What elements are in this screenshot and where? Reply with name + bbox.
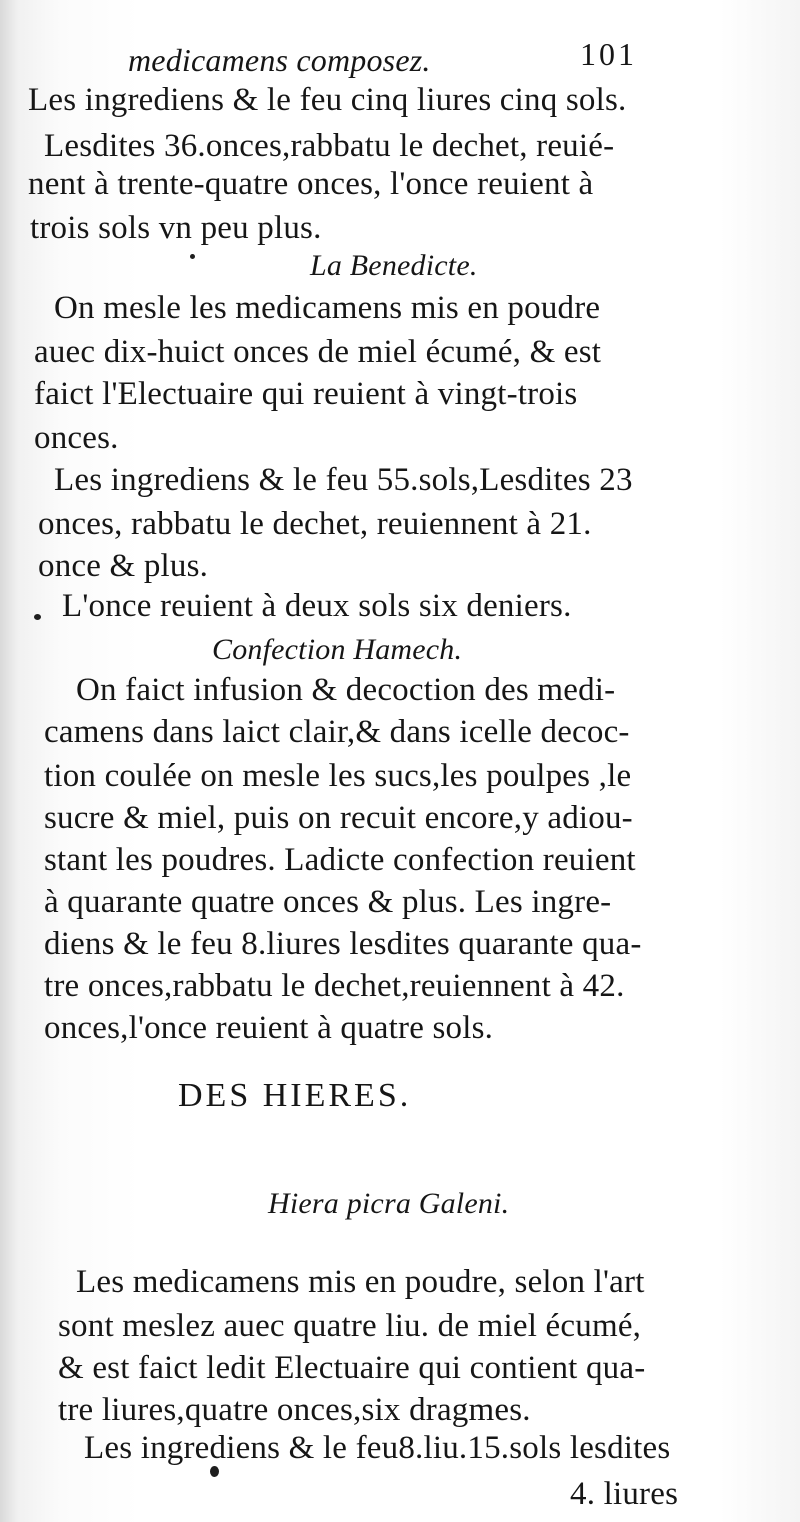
- text-line: à quarante quatre onces & plus. Les ingre-: [44, 884, 612, 920]
- text-line: diens & le feu 8.liures lesdites quarante qua-: [44, 926, 642, 962]
- text-line: tre onces,rabbatu le dechet,reuiennent à 42.: [44, 968, 625, 1004]
- section-heading-des-hieres: DES HIERES.: [178, 1077, 412, 1114]
- ink-speck: [190, 254, 195, 259]
- text-line: once & plus.: [38, 548, 209, 584]
- subheading-hiera-picra: Hiera picra Galeni.: [268, 1187, 510, 1220]
- text-line: tion coulée on mesle les sucs,les poulpes ,le: [44, 758, 632, 794]
- text-line: Les ingrediens & le feu 55.sols,Lesdites 23: [54, 462, 633, 498]
- text-line: sucre & miel, puis on recuit encore,y adiou-: [44, 800, 633, 836]
- text-line: sont meslez auec quatre liu. de miel écumé,: [58, 1308, 642, 1344]
- text-line: nent à trente-quatre onces, l'once reuient à: [28, 166, 594, 202]
- text-line: trois sols vn peu plus.: [30, 210, 322, 246]
- text-line: Les medicamens mis en poudre, selon l'art: [76, 1264, 645, 1300]
- text-line: L'once reuient à deux sols six deniers.: [62, 588, 572, 624]
- text-line: On faict infusion & decoction des medi-: [76, 672, 616, 708]
- text-line: onces, rabbatu le dechet, reuiennent à 21.: [38, 506, 592, 542]
- page-number: 101: [580, 36, 637, 72]
- text-line: Lesdites 36.onces,rabbatu le dechet, reuié-: [44, 128, 615, 164]
- text-line: camens dans laict clair,& dans icelle decoc-: [44, 714, 630, 750]
- running-head: medicamens composez.: [128, 42, 431, 78]
- text-line: auec dix-huict onces de miel écumé, & est: [34, 334, 602, 370]
- ink-speck: [210, 1466, 219, 1477]
- text-line: faict l'Electuaire qui reuient à vingt-trois: [34, 376, 578, 412]
- text-line: On mesle les medicamens mis en poudre: [54, 290, 601, 326]
- text-line: onces.: [34, 420, 119, 456]
- text-line: Les ingrediens & le feu8.liu.15.sols lesdites: [84, 1430, 671, 1466]
- text-line: Les ingrediens & le feu cinq liures cinq sols.: [28, 82, 627, 118]
- text-line: stant les poudres. Ladicte confection reuient: [44, 842, 636, 878]
- catchword: 4. liures: [570, 1476, 679, 1512]
- ink-speck: [34, 614, 41, 620]
- text-line: tre liures,quatre onces,six dragmes.: [58, 1392, 531, 1428]
- subheading-benedicte: La Benedicte.: [310, 249, 478, 282]
- text-line: & est faict ledit Electuaire qui contient qua-: [58, 1350, 646, 1386]
- subheading-confection-hamech: Confection Hamech.: [212, 633, 463, 666]
- text-line: onces,l'once reuient à quatre sols.: [44, 1010, 494, 1046]
